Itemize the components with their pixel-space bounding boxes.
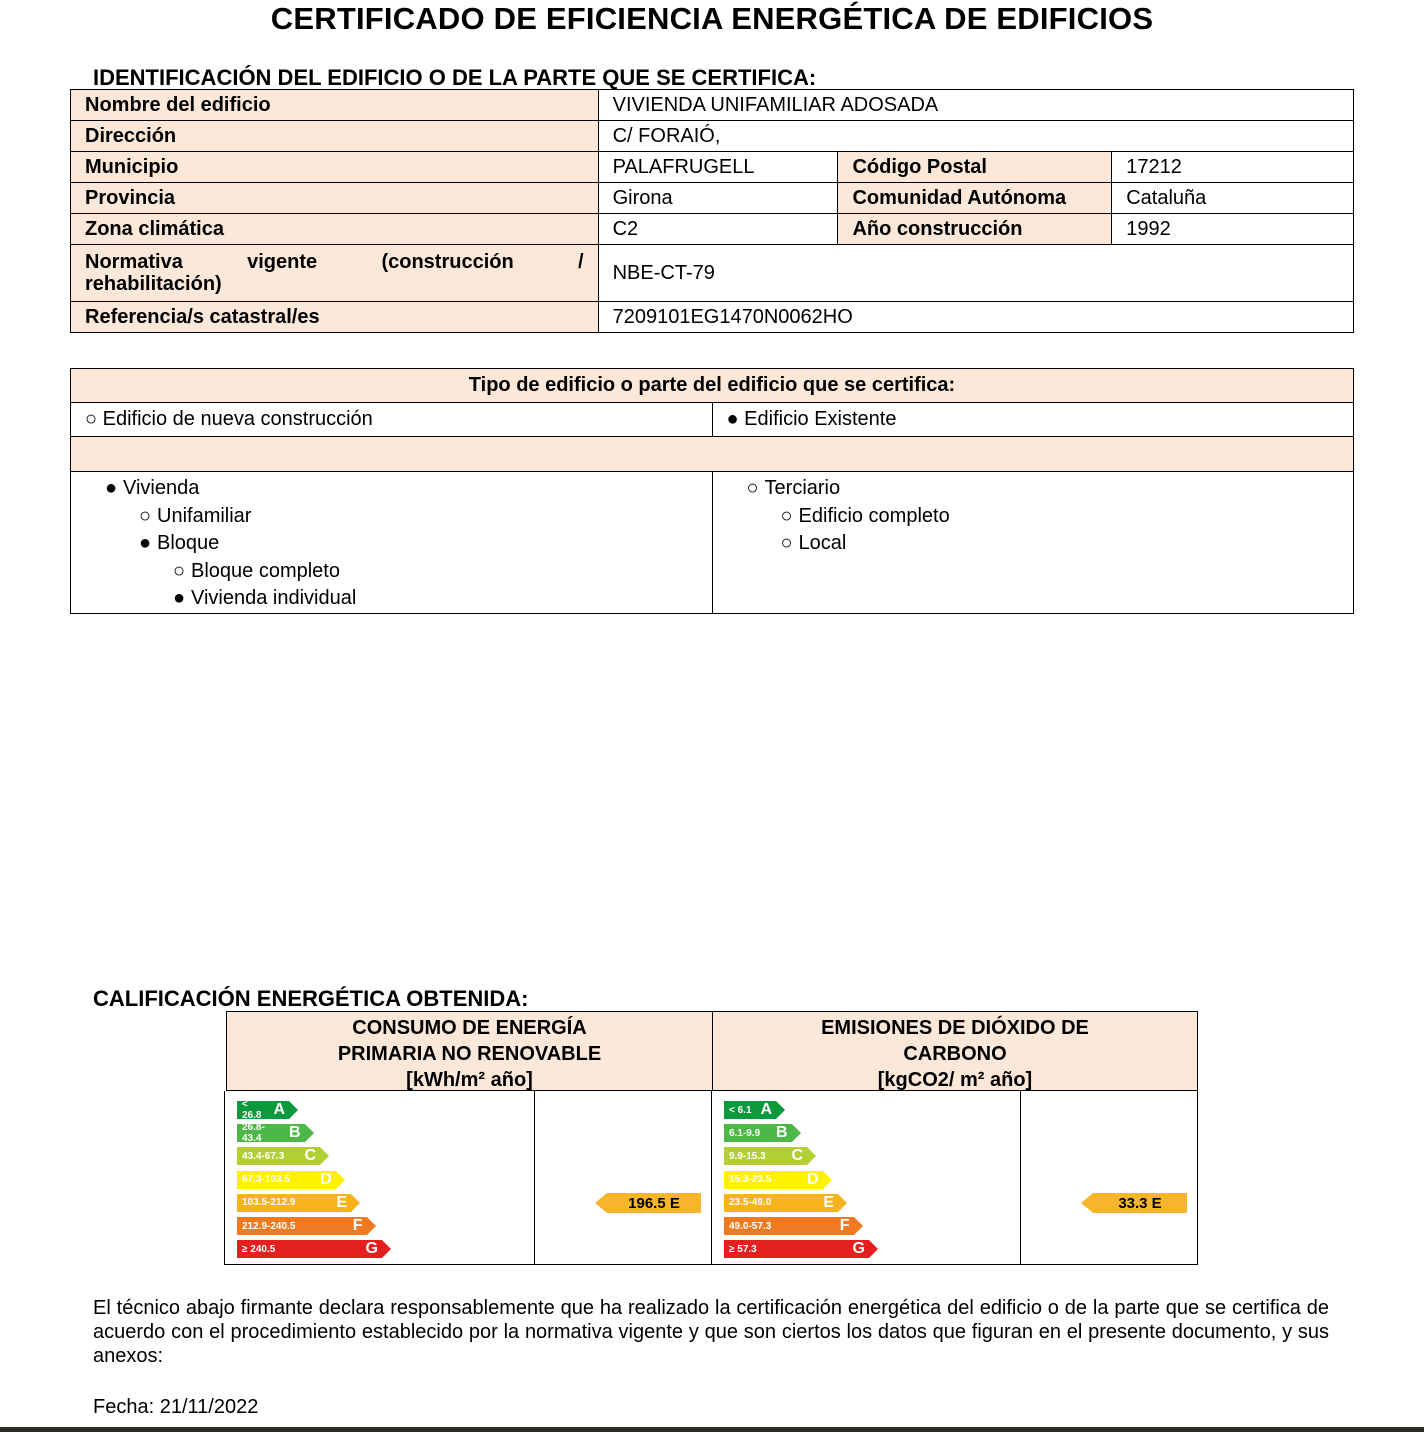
band-range: 212.9-240.5: [242, 1220, 296, 1232]
option-mark: ●: [139, 532, 152, 554]
residential-tree: [71, 472, 713, 614]
building-type-table: [70, 368, 1354, 614]
band-tip: [776, 1101, 785, 1119]
band-range: 43.4-67.3: [242, 1150, 285, 1162]
band-letter: G: [365, 1240, 378, 1258]
emissions-header-line: EMISIONES DE DIÓXIDO DE: [821, 1017, 1089, 1039]
cadastral-label: Referencia/s catastral/es: [71, 302, 599, 333]
tree-item-label: Unifamiliar: [157, 504, 252, 527]
tree-item: [85, 503, 698, 531]
result-arrow-tip: [1081, 1193, 1093, 1213]
rating-band-d: [724, 1171, 832, 1189]
band-tip: [320, 1147, 329, 1165]
rating-band-e: [724, 1194, 847, 1212]
municipality-label: Municipio: [71, 152, 599, 183]
option-mark: ●: [105, 477, 118, 499]
building-type-heading: Tipo de edificio o parte del edificio que se certifica:: [71, 369, 1354, 403]
band-range: 9.9-15.3: [729, 1150, 766, 1162]
tertiary-tree: [712, 472, 1353, 614]
community-value: Cataluña: [1112, 183, 1354, 214]
table-row: [71, 369, 1354, 403]
energy-result-value: 196.5 E: [607, 1193, 701, 1213]
band-letter: A: [273, 1101, 285, 1118]
emissions-result-cell: [1020, 1091, 1197, 1264]
option-mark: ○: [139, 504, 152, 527]
building-name-value: VIVIENDA UNIFAMILIAR ADOSADA: [598, 90, 1353, 121]
band-range: 6.1-9.9: [729, 1127, 761, 1139]
new-construction-option: [71, 403, 713, 437]
tree-item: [727, 530, 1339, 558]
band-range: 26.8-43.4: [242, 1122, 265, 1145]
spacer-row: [71, 437, 1354, 472]
identification-table: [70, 89, 1354, 333]
tree-item: [85, 585, 698, 613]
rating-band-a: [237, 1101, 298, 1119]
address-label: Dirección: [71, 121, 599, 152]
band-letter: C: [304, 1147, 316, 1165]
regulation-label-word: Normativa: [85, 251, 183, 273]
band-range: 103.5-212.9: [242, 1197, 296, 1209]
page-title: CERTIFICADO DE EFICIENCIA ENERGÉTICA DE EDIFICIOS: [270, 1, 1154, 36]
regulation-label-word: /: [578, 251, 584, 273]
band-letter: E: [823, 1193, 834, 1211]
band-letter: D: [806, 1170, 819, 1188]
date-line: Fecha: 21/11/2022: [93, 1396, 259, 1418]
tree-item: [727, 503, 1339, 531]
climate-zone-value: C2: [598, 214, 838, 245]
band-tip: [823, 1171, 832, 1189]
climate-zone-label: Zona climática: [71, 214, 599, 245]
energy-header-line: CONSUMO DE ENERGÍA: [352, 1017, 587, 1039]
band-tip: [792, 1124, 801, 1142]
emissions-header-unit: [kgCO2/ m² año]: [877, 1069, 1033, 1091]
regulation-value: NBE-CT-79: [598, 245, 1353, 302]
band-letter: G: [852, 1240, 865, 1258]
new-construction-label: Edificio de nueva construcción: [102, 408, 373, 430]
band-tip: [807, 1147, 816, 1165]
emissions-result-value: 33.3 E: [1093, 1193, 1187, 1213]
year-value: 1992: [1112, 214, 1354, 245]
tree-item-label: Bloque: [157, 532, 220, 554]
band-letter: F: [839, 1217, 850, 1234]
rating-band-d: [237, 1171, 345, 1189]
table-row: [71, 302, 1354, 333]
rating-heading: CALIFICACIÓN ENERGÉTICA OBTENIDA:: [93, 986, 529, 1011]
band-range: < 26.8: [242, 1099, 262, 1121]
table-row: [71, 121, 1354, 152]
tree-item-label: Terciario: [764, 477, 841, 499]
table-row: [71, 437, 1354, 472]
postal-code-label: Código Postal: [838, 152, 1112, 183]
band-letter: E: [336, 1193, 347, 1211]
energy-result-arrow: [595, 1193, 701, 1213]
band-tip: [382, 1240, 391, 1258]
band-tip: [854, 1217, 863, 1235]
band-tip: [351, 1194, 360, 1212]
table-row: [71, 472, 1354, 614]
band-tip: [838, 1194, 847, 1212]
option-mark: ○: [780, 504, 793, 527]
tree-item: [727, 475, 1339, 503]
building-name-label: Nombre del edificio: [71, 90, 599, 121]
band-tip: [869, 1240, 878, 1258]
address-value: C/ FORAIÓ,: [598, 121, 1353, 152]
tree-item: [85, 530, 698, 558]
rating-band-c: [724, 1147, 816, 1165]
rating-band-b: [724, 1124, 801, 1142]
community-label: Comunidad Autónoma: [838, 183, 1112, 214]
band-range: < 6.1: [729, 1104, 752, 1116]
tree-item-label: Vivienda: [123, 477, 200, 499]
tree-item-label: Vivienda individual: [191, 587, 357, 609]
emissions-scale: [711, 1091, 1020, 1264]
band-letter: D: [319, 1170, 332, 1188]
band-range: 67.3-103.5: [242, 1174, 290, 1186]
province-label: Provincia: [71, 183, 599, 214]
band-tip: [305, 1124, 314, 1142]
tree-item: [85, 475, 698, 503]
declaration-text: El técnico abajo firmante declara responsablemente que ha realizado la certificación energética del edificio o de la parte que se certifica de acuerdo con el procedimiento establecido por la normativa vigente y que son ciertos los datos que figuran en el presente documento, y sus anexos:: [93, 1297, 1329, 1367]
tree-item-label: Edificio completo: [798, 504, 950, 527]
option-mark: ●: [726, 408, 745, 430]
band-range: 15.3-23.5: [729, 1174, 772, 1186]
rating-band-f: [724, 1217, 863, 1235]
option-mark: ○: [746, 477, 759, 499]
bottom-edge: [0, 1427, 1424, 1432]
regulation-label-line2: rehabilitación): [85, 273, 222, 295]
band-letter: C: [791, 1147, 803, 1165]
option-mark: ○: [85, 408, 103, 430]
table-row: [71, 245, 1354, 302]
rating-band-g: [724, 1240, 878, 1258]
band-tip: [367, 1217, 376, 1235]
year-label: Año construcción: [838, 214, 1112, 245]
option-mark: ●: [173, 587, 186, 609]
rating-band-g: [237, 1240, 391, 1258]
energy-result-cell: [534, 1091, 711, 1264]
rating-header: [226, 1011, 1198, 1091]
band-tip: [289, 1101, 298, 1119]
rating-band-a: [724, 1101, 785, 1119]
option-mark: ○: [780, 532, 793, 554]
result-arrow-tip: [595, 1193, 607, 1213]
regulation-label: [71, 245, 599, 302]
emissions-header: [712, 1012, 1197, 1090]
province-value: Girona: [598, 183, 838, 214]
band-range: ≥ 240.5: [242, 1243, 276, 1255]
rating-table: [226, 1011, 1198, 1265]
energy-header-unit: [kWh/m² año]: [406, 1069, 533, 1091]
emissions-result-arrow: [1081, 1193, 1187, 1213]
rating-band-f: [237, 1217, 376, 1235]
band-range: 49.0-57.3: [729, 1220, 772, 1232]
postal-code-value: 17212: [1112, 152, 1354, 183]
existing-building-label: Edificio Existente: [744, 408, 897, 430]
existing-building-option: [712, 403, 1353, 437]
band-letter: B: [775, 1124, 788, 1142]
table-row: [71, 183, 1354, 214]
table-row: [71, 90, 1354, 121]
table-row: [71, 214, 1354, 245]
regulation-label-word: vigente: [247, 251, 318, 273]
cadastral-value: 7209101EG1470N0062HO: [598, 302, 1353, 333]
band-tip: [336, 1171, 345, 1189]
option-mark: ○: [173, 559, 186, 582]
emissions-header-line: CARBONO: [903, 1043, 1007, 1065]
regulation-label-word: (construcción: [381, 251, 514, 273]
band-letter: B: [288, 1124, 301, 1142]
energy-header-line: PRIMARIA NO RENOVABLE: [337, 1043, 602, 1065]
municipality-value: PALAFRUGELL: [598, 152, 838, 183]
tree-item-label: Local: [798, 532, 847, 554]
energy-scale: [225, 1091, 534, 1264]
identification-heading: IDENTIFICACIÓN DEL EDIFICIO O DE LA PARTE QUE SE CERTIFICA:: [93, 65, 817, 90]
band-range: 23.5-49.0: [729, 1197, 772, 1209]
band-letter: A: [760, 1101, 772, 1118]
band-letter: F: [352, 1217, 363, 1234]
tree-item-label: Bloque completo: [191, 559, 340, 582]
band-range: ≥ 57.3: [729, 1243, 757, 1255]
energy-header: [227, 1012, 712, 1090]
rating-band-c: [237, 1147, 329, 1165]
rating-body: [224, 1091, 1198, 1265]
rating-band-b: [237, 1122, 314, 1145]
table-row: [71, 403, 1354, 437]
rating-band-e: [237, 1194, 360, 1212]
table-row: [71, 152, 1354, 183]
tree-item: [85, 558, 698, 586]
